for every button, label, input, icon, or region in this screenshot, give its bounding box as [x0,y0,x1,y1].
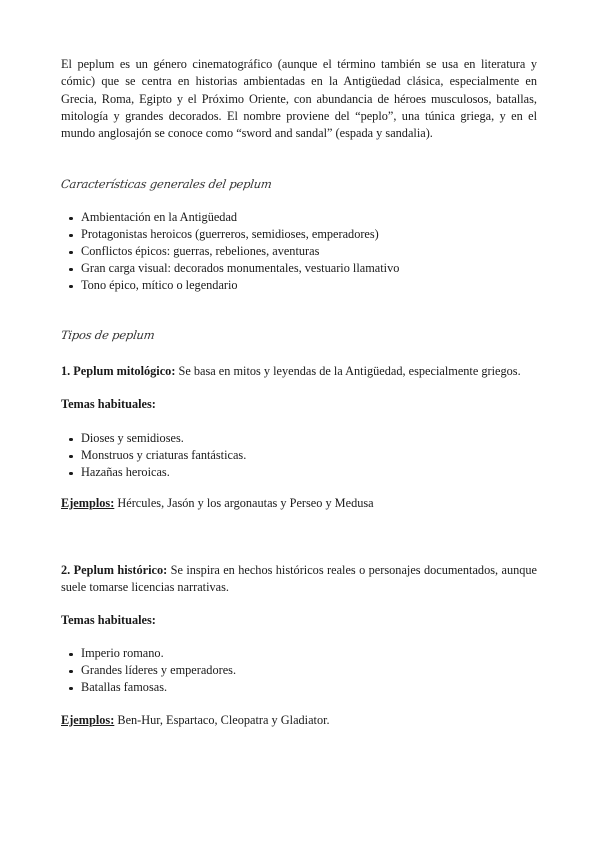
list-item: Grandes líderes y emperadores. [61,662,537,679]
mitologico-temas-label [61,396,537,413]
list-item: Imperio romano. [61,645,537,662]
historico-text: Se inspira en hechos históricos reales o personajes documentados, aunque suele tomarse licencias narrativas. [61,563,537,595]
historico-paragraph [61,562,537,597]
list-item: Batallas famosas. [61,679,537,696]
mitologico-text: Se basa en mitos y leyendas de la Antigüedad, especialmente griegos. [175,364,521,378]
list-item: Ambientación en la Antigüedad [61,209,537,226]
mitologico-paragraph [61,363,537,380]
list-item: Dioses y semidioses. [61,430,537,447]
list-item: Tono épico, mítico o legendario [61,277,537,294]
historico-title: 2. Peplum histórico: [61,563,168,577]
mitologico-title: 1. Peplum mitológico: [61,364,176,378]
list-item: Conflictos épicos: guerras, rebeliones, aventuras [61,243,537,260]
ejemplos-text: Ben-Hur, Espartaco, Cleopatra y Gladiator. [114,713,330,727]
historico-temas-list [61,645,537,696]
list-item: Monstruos y criaturas fantásticas. [61,447,537,464]
mitologico-ejemplos [61,495,537,512]
ejemplos-label: Ejemplos: [61,496,115,510]
mitologico-temas-list [61,430,537,481]
historico-ejemplos [61,712,537,729]
temas-label: Temas habituales: [61,397,156,411]
heading-tipos: Tipos de peplum [60,328,156,342]
historico-temas-label [61,612,537,629]
temas-label: Temas habituales: [61,613,156,627]
list-item: Protagonistas heroicos (guerreros, semidioses, emperadores) [61,226,537,243]
ejemplos-label: Ejemplos: [61,713,115,727]
list-item: Gran carga visual: decorados monumentales, vestuario llamativo [61,260,537,277]
intro-paragraph: El peplum es un género cinematográfico (aunque el término también se usa en literatura y cómic) que se centra en historias ambientadas en la Antigüedad clásica, especialmente en Grecia, Roma, Egipto y el Próximo Oriente, con abundancia de héroes musculosos, batallas, mitología y grandes decorados. El nombre proviene del “peplo”, una túnica griega, y en el mundo anglosajón se conoce como “sword and sandal” (espada y sandalia). [61,57,537,141]
heading-caracteristicas: Características generales del peplum [60,177,273,191]
list-item: Hazañas heroicas. [61,464,537,481]
ejemplos-text: Hércules, Jasón y los argonautas y Perseo y Medusa [114,496,374,510]
caracteristicas-list [61,209,537,294]
